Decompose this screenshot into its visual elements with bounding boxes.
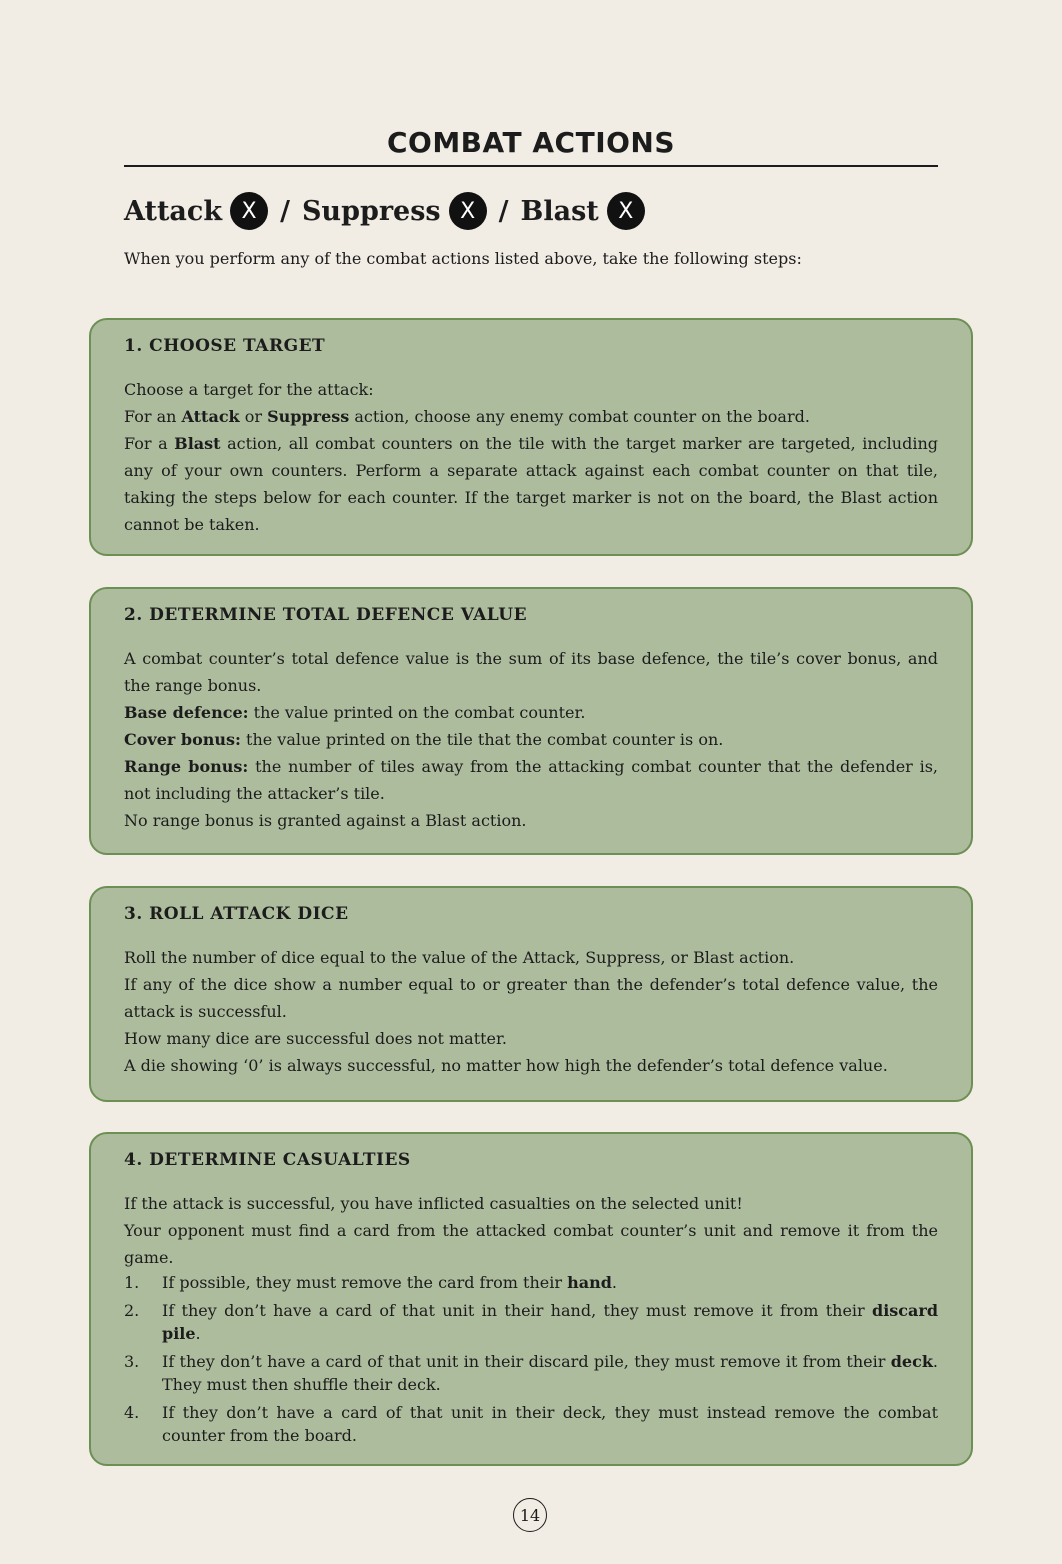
list-item: 2. If they don’t have a card of that unit in their hand, they must remove it from their discard pile. (124, 1301, 938, 1343)
step-text: A combat counter’s total defence value is the sum of its base defence, the tile’s cover bonus, and the range bonus. (124, 649, 938, 695)
list-item: 4. If they don’t have a card of that unit in their deck, they must instead remove the combat counter from the board. (124, 1403, 938, 1445)
step-determine-defence (89, 587, 973, 855)
step-text: No range bonus is granted against a Blast action. (124, 811, 527, 830)
step-text: Cover bonus: the value printed on the tile that the combat counter is on. (124, 730, 724, 749)
suppress-label: Suppress (301, 195, 441, 227)
step-heading: 2. DETERMINE TOTAL DEFENCE VALUE (124, 605, 528, 625)
attack-label: Attack (124, 195, 223, 227)
page-title: COMBAT ACTIONS (124, 126, 938, 167)
page-number: 14 (513, 1498, 547, 1532)
step-text: For an Attack or Suppress action, choose any enemy combat counter on the board. (124, 407, 810, 426)
step-heading: 1. CHOOSE TARGET (124, 336, 326, 356)
step-text: For a Blast action, all combat counters on the tile with the target marker are targeted, including any of your own counters. Perform a separate attack against each combat counter on that tile, taking the steps below for each counter. If the target marker is not on the board, the Blast action cannot be taken. (124, 434, 939, 534)
step-text: If the attack is successful, you have inflicted casualties on the selected unit! (124, 1194, 743, 1213)
step-text: If any of the dice show a number equal to or greater than the defender’s total defence value, the attack is successful. (124, 975, 938, 1021)
blast-label: Blast (520, 195, 599, 227)
step-text: Base defence: the value printed on the combat counter. (124, 703, 586, 722)
step-choose-target (89, 318, 973, 556)
separator: / (498, 195, 509, 227)
list-item: 1. If possible, they must remove the card from their hand. (124, 1273, 617, 1292)
step-text: Choose a target for the attack: (124, 380, 374, 399)
step-text: Your opponent must find a card from the attacked combat counter’s unit and remove it from the game. (124, 1221, 938, 1267)
x-badge-icon: X (449, 192, 487, 230)
step-heading: 4. DETERMINE CASUALTIES (124, 1150, 411, 1170)
removal-list (124, 1271, 938, 1447)
step-text: Roll the number of dice equal to the value of the Attack, Suppress, or Blast action. (124, 948, 795, 967)
step-heading: 3. ROLL ATTACK DICE (124, 904, 349, 924)
step-determine-casualties (89, 1132, 973, 1466)
separator: / (280, 195, 290, 227)
step-roll-dice (89, 886, 973, 1102)
combat-actions-heading (124, 192, 645, 230)
x-badge-icon: X (607, 192, 645, 230)
intro-text: When you perform any of the combat actions listed above, take the following steps: (124, 249, 802, 268)
step-text: A die showing ‘0’ is always successful, no matter how high the defender’s total defence value. (124, 1056, 888, 1075)
x-badge-icon: X (230, 192, 268, 230)
list-item: 3. If they don’t have a card of that unit in their discard pile, they must remove it from their deck. They must then shuffle their deck. (124, 1352, 938, 1394)
step-text: How many dice are successful does not matter. (124, 1029, 507, 1048)
step-text: Range bonus: the number of tiles away from the attacking combat counter that the defender is, not including the attacker’s tile. (124, 757, 939, 803)
